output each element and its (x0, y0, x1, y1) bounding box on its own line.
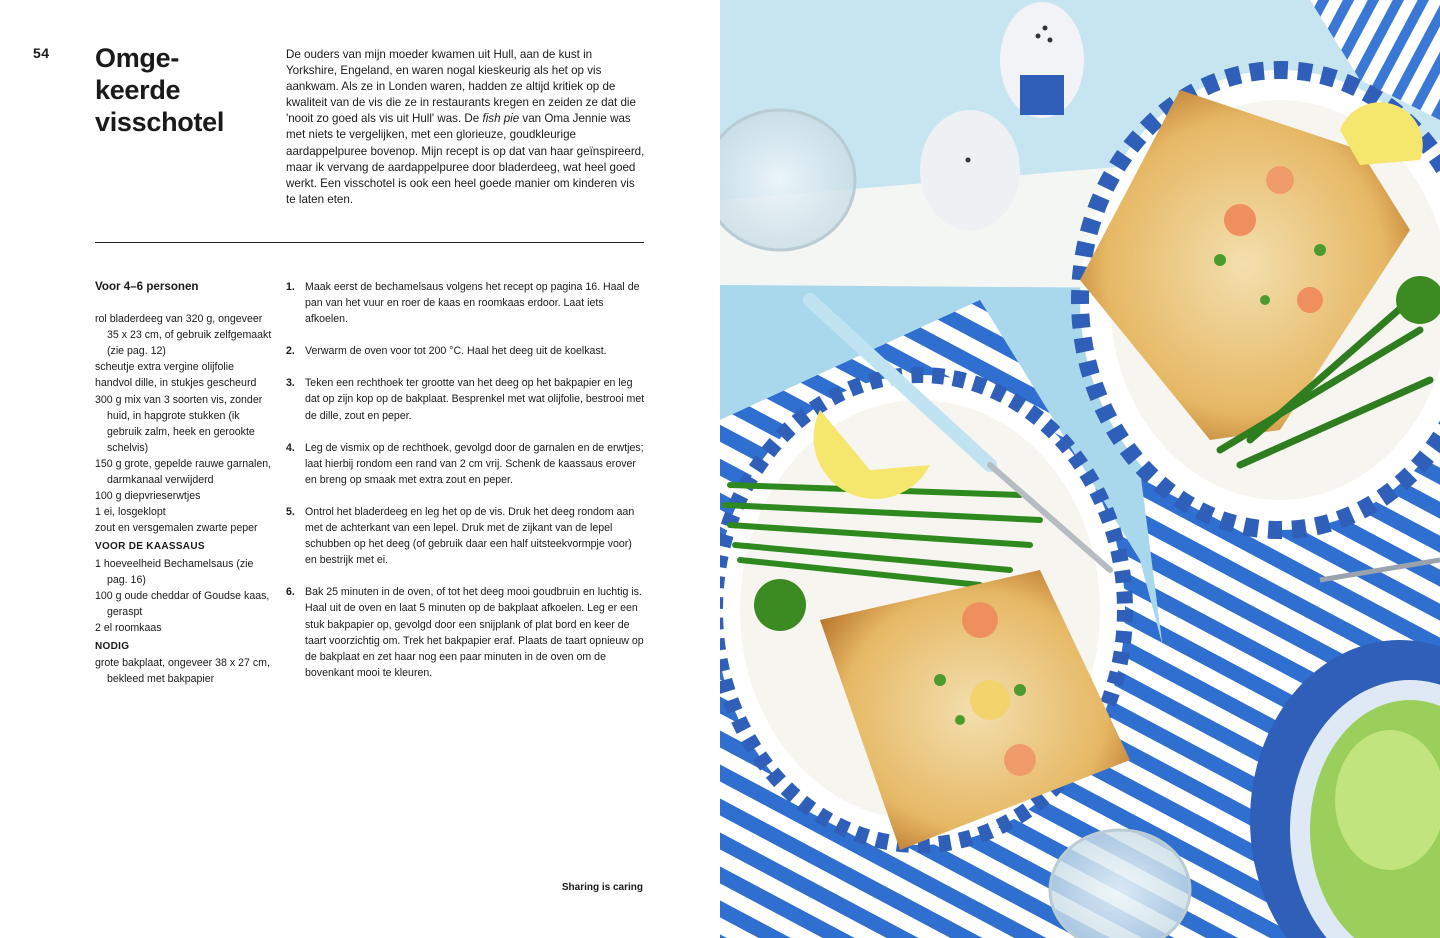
step-item (286, 375, 646, 423)
ingredient-item: handvol dille, in stukjes gescheurd (95, 377, 257, 390)
title-line: Omge- (95, 43, 180, 73)
step-item (286, 279, 646, 327)
broccoli (754, 579, 806, 631)
ingredient-item: 150 g grote, gepelde rauwe garnalen, darmkanaal verwijderd (95, 457, 272, 487)
step-number: 2. (286, 345, 295, 358)
food-photo (720, 0, 1440, 938)
ingredient-item: scheutje extra vergine olijfolie (95, 361, 234, 374)
step-number: 5. (286, 505, 295, 518)
needed-heading: NODIG (95, 640, 130, 652)
step-number: 1. (286, 281, 295, 293)
step-number: 3. (286, 377, 295, 390)
water-glass (720, 110, 855, 250)
ingredient-item: 100 g diepvrieserwtjes (95, 490, 201, 503)
step-number: 6. (286, 586, 295, 599)
title-line: keerde (95, 75, 181, 105)
sauce-heading: VOOR DE KAASSAUS (95, 541, 205, 553)
ingredient-item: 1 ei, losgeklopt (95, 506, 166, 519)
ingredient-item: 1 hoeveelheid Bechamelsaus (zie pag. 16) (95, 557, 254, 586)
intro-italic: fish pie (482, 112, 520, 126)
intro-text: van Oma Jennie was met niets te vergelijken, met een glorieuze, goudkleurige aardappelpuree bovenop. Mijn recept is op dat van haar geïnspireerd, maar ik vervang de aardappelpuree door bladerdeeg, wat heel goed werkt. Een visschotel is ook een heel goede manier om kinderen vis te laten eten. (286, 112, 645, 206)
method-steps (286, 279, 646, 697)
ingredient-item: 2 el roomkaas (95, 621, 162, 634)
ingredient-item: zout en versgemalen zwarte peper (95, 522, 258, 535)
intro-paragraph (286, 47, 646, 208)
page-number: 54 (33, 45, 50, 61)
photo-illustration (720, 0, 1440, 938)
servings: Voor 4–6 personen (95, 280, 199, 293)
title-line: visschotel (95, 107, 225, 137)
step-text: Maak eerst de bechamelsaus volgens het recept op pagina 16. Haal de pan van het vuur en roer de kaas en roomkaas erdoor. Laat iets afkoelen. (305, 281, 640, 326)
step-text: Teken een rechthoek ter grootte van het deeg op het bakpapier en leg dat op zijn kop op de bakplaat. Besprenkel met wat olijfolie, bestrooi met de dille, zout en peper. (305, 377, 645, 422)
ingredients-column (95, 279, 275, 687)
plate-front (720, 375, 1130, 850)
salt-shaker (1000, 2, 1084, 118)
running-footer: Sharing is caring (561, 882, 643, 893)
intro-text: De ouders van mijn moeder kwamen uit Hull, aan de kust in Yorkshire, Engeland, en waren nogal kieskeurig als het op vis aankwam. Als ze in Londen waren, hadden ze altijd kritiek op de kwaliteit van de vis die ze in restaurants kregen en zeiden ze dat die 'nooit zo goed als vis uit Hull' was. De (286, 48, 636, 126)
step-item (286, 343, 646, 359)
step-text: Verwarm de oven voor tot 200 °C. Haal het deeg uit de koelkast. (305, 345, 607, 358)
ingredient-item: rol bladerdeeg van 320 g, ongeveer 35 x 23 cm, of gebruik zelfgemaakt (zie pag. 12) (95, 313, 272, 358)
divider (95, 242, 644, 243)
step-text: Bak 25 minuten in de oven, of tot het deeg mooi goudbruin en luchtig is. Haal uit de oven en laat 5 minuten op de bakplaat afkoelen. Leg er een stuk bakpapier op, gevolgd door een snijplank of plat bord en keer de taart voorzichtig om. Trek het bakpapier eraf. Plaats de taart opnieuw op de bakplaat en zet haar nog een paar minuten in de oven om de bovenkant mooi te kleuren. (305, 586, 644, 679)
step-item (286, 504, 646, 568)
step-number: 4. (286, 441, 295, 454)
recipe-title (95, 42, 270, 138)
step-text: Ontrol het bladerdeeg en leg het op de vis. Druk het deeg rondom aan met de achterkant van een lepel. Druk met de zijkant van de lepel schubben op het deeg (of gebruik daar een half uitsteekvormpje voor) en bestrijk met ei. (305, 505, 635, 567)
ingredient-item: 300 g mix van 3 soorten vis, zonder huid, in hapgrote stukken (ik gebruik zalm, heek en gerookte schelvis) (95, 393, 263, 454)
step-item (286, 440, 646, 488)
step-item (286, 584, 646, 681)
pepper-shaker (920, 110, 1020, 230)
water-glass (1050, 830, 1190, 938)
step-text: Leg de vismix op de rechthoek, gevolgd door de garnalen en de erwtjes; laat hierbij rondom een rand van 2 cm vrij. Schenk de kaassaus erover en breng op smaak met extra zout en peper. (305, 441, 644, 486)
ingredient-item: grote bakplaat, ongeveer 38 x 27 cm, bekleed met bakpapier (95, 657, 270, 686)
ingredient-item: 100 g oude cheddar of Goudse kaas, geraspt (95, 589, 270, 618)
